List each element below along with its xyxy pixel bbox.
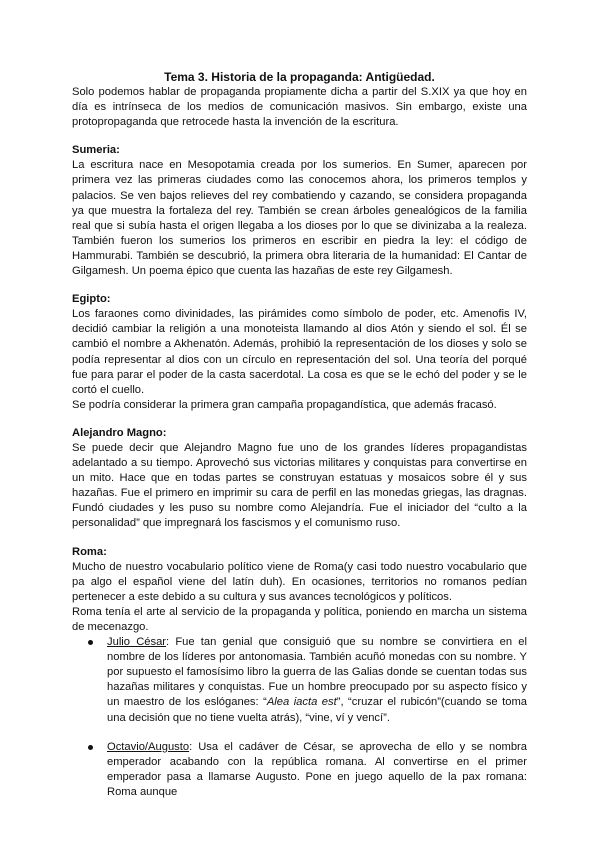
roma-paragraph-2: Roma tenía el arte al servicio de la propaganda y política, poniendo en marcha un sistema de mecenazgo. xyxy=(72,605,527,633)
section-heading-roma: Roma: xyxy=(72,545,107,558)
egipto-paragraph-1: Los faraones como divinidades, las pirámides como símbolo de poder, etc. Amenofis IV, decidió cambiar la religión a una monoteista llamando al dios Atón y siendo el sol. Él se cambió el nombre a Akhenatón. Además, prohibió la representación de los dioses y solo se podía representar al dios con un círculo en representación del sol. Una teoría del porqué fue para parar el poder de la casta sacerdotal. La cosa es que se le echó del poder y se le cortó el cuello. xyxy=(72,308,527,396)
bullet-text: : Usa el cadáver de César, se aprovecha de ello y se nombra emperador acabando con la república romana. Al convertirse en el primer emperador pasa a llamarse Augusto. Pone en juego aquello de la pax romana: Roma aunque xyxy=(107,740,527,798)
bullet-name: Julio César xyxy=(107,636,167,649)
section-heading-alejandro-magno: Alejandro Magno: xyxy=(72,426,167,439)
list-item xyxy=(72,740,527,800)
list-item xyxy=(72,635,527,726)
alejandro-paragraph: Se puede decir que Alejandro Magno fue uno de los grandes líderes propagandistas adelantado a su tiempo. Aprovechó sus victorias militares y conquistas para convertirse en un mito. Hace que en todas partes se construyan estatuas y mosaicos sobre él y sus hazañas. Fue el primero en imprimir su cara de perfil en las monedas griegas, las dragnas. Fundó ciudades y les puso su nombre como Alejandría. Fue el iniciador del “culto a la personalidad” que impregnará los fascismos y el comunismo ruso. xyxy=(72,441,527,530)
document-title: Tema 3. Historia de la propaganda: Antigüedad. xyxy=(164,70,435,84)
intro-paragraph: Solo podemos hablar de propaganda propiamente dicha a partir del S.XIX ya que hoy en día es intrínseca de los medios de comunicación masivos. Sin embargo, existe una protopropaganda que retrocede hasta la invención de la escritura. xyxy=(72,86,527,129)
section-roma xyxy=(72,545,527,801)
sumeria-paragraph: La escritura nace en Mesopotamia creada por los sumerios. En Sumer, aparecen por primera vez las primeras ciudades como las conocemos ahora, los primeros templos y palacios. Se ven bajos relieves del rey combatiendo y cazando, se considera propaganda ya que muestra la fortaleza del rey. También se crean árboles genealógicos de la familia real que si subía hasta el origen llegaba a los dioses por lo que se divinizaba a la realeza. También fueron los sumerios los primeros en escribir en piedra la ley: el código de Hammurabi. También se descubrió, la primera obra literaria de la humanidad: El Cantar de Gilgamesh. Un poema épico que cuenta las hazañas de este rey Gilgamesh. xyxy=(72,159,527,278)
bullet-text-end: ”, “cruzar el rubicón”(cuando se toma una decisión que no tiene vuelta atrás), “vine, ví y vencí”. xyxy=(107,696,527,724)
egipto-paragraph-2: Se podría considerar la primera gran campaña propagandística, que además fracasó. xyxy=(72,398,497,411)
section-sumeria xyxy=(72,143,527,279)
section-egipto xyxy=(72,292,527,413)
bullet-quote: Alea iacta est xyxy=(266,696,337,709)
section-heading-sumeria: Sumeria: xyxy=(72,144,120,157)
roma-paragraph-1: Mucho de nuestro vocabulario político viene de Roma(y casi todo nuestro vocabulario que pa algo el español viene del latín duh). En ocasiones, territorios no romanos pedían pertenecer a este debido a su cultura y sus avances tecnológicos y políticos. xyxy=(72,560,527,603)
bullet-icon xyxy=(88,745,93,750)
section-heading-egipto: Egipto: xyxy=(72,293,111,306)
roma-bullet-list xyxy=(72,635,527,800)
bullet-icon xyxy=(88,640,93,645)
document-page xyxy=(72,70,527,800)
section-alejandro-magno xyxy=(72,426,527,532)
bullet-text: : Fue tan genial que consiguió que su nombre se convirtiera en el nombre de los líderes por antonomasia. También acuñó monedas con su nombre. Y por supuesto el famosísimo libro la guerra de las Galias donde se cuentan todas sus hazañas militares y conquistas. Fue un hombre preocupado por su aspecto físico y un maestro de los eslóganes: “ xyxy=(107,636,527,709)
bullet-name: Octavio/Augusto xyxy=(107,740,190,753)
